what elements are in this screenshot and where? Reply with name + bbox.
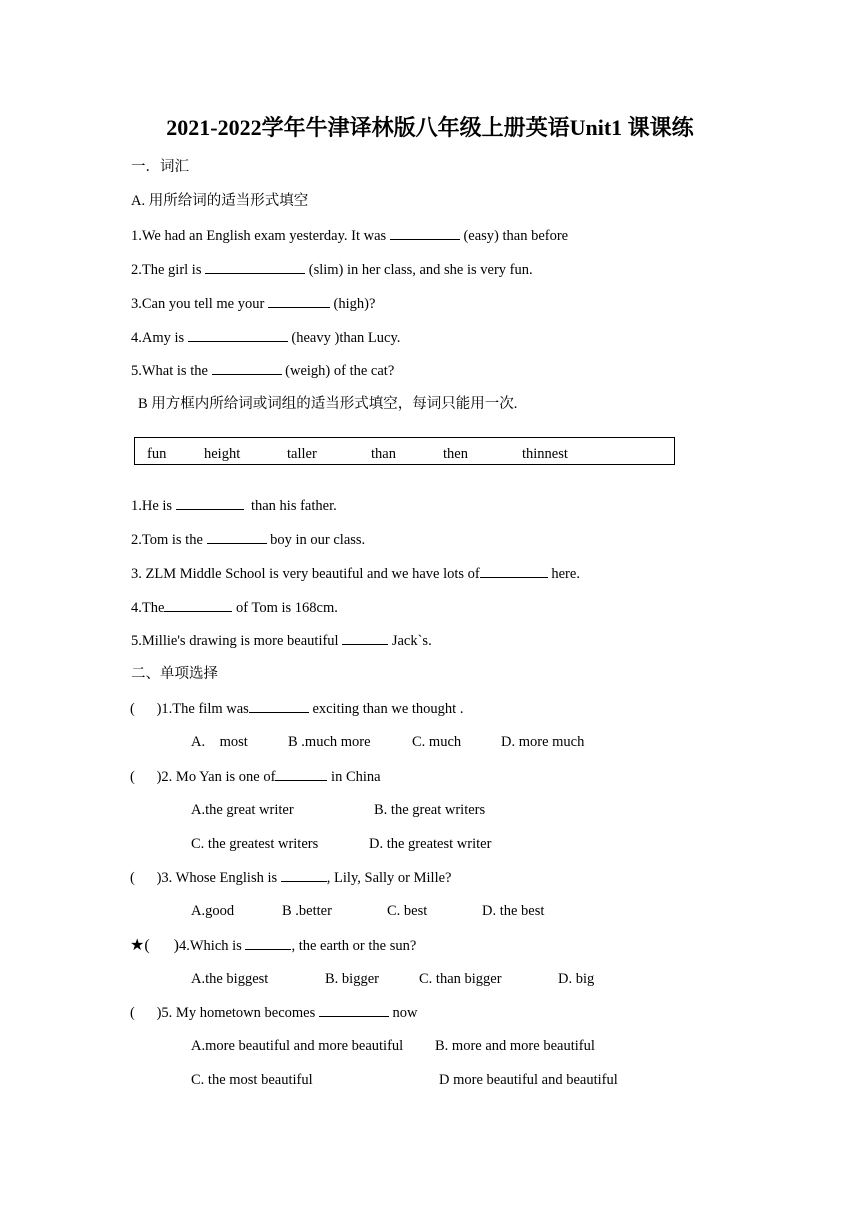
q2-option-c: C. the greatest writers xyxy=(191,836,319,852)
item-text: 2.Tom is the xyxy=(131,532,207,548)
item-text: 4.Amy is xyxy=(131,330,188,346)
question-text: 2. Mo Yan is one of xyxy=(161,769,276,785)
question-2 xyxy=(130,766,381,787)
answer-blank[interactable] xyxy=(176,495,244,510)
partB-item-2 xyxy=(131,529,365,550)
partB-item-5 xyxy=(131,630,432,651)
box-word-fun: fun xyxy=(147,446,167,462)
item-text: 1.He is xyxy=(131,498,176,514)
answer-bracket[interactable]: ( ) xyxy=(130,870,162,886)
item-text: (weigh) of the cat? xyxy=(281,363,395,379)
answer-blank[interactable] xyxy=(207,529,267,544)
answer-blank[interactable] xyxy=(188,327,288,342)
answer-blank[interactable] xyxy=(342,630,388,645)
item-text: than his father. xyxy=(243,498,337,514)
partB-item-1 xyxy=(131,495,337,516)
answer-blank[interactable] xyxy=(245,935,291,950)
q4-option-b: B. bigger xyxy=(325,971,379,987)
answer-blank[interactable] xyxy=(164,597,232,612)
item-text: 5.What is the xyxy=(131,363,212,379)
q5-option-a: A.more beautiful and more beautiful xyxy=(191,1038,404,1054)
answer-bracket[interactable]: ( ) xyxy=(130,1005,162,1021)
answer-blank[interactable] xyxy=(268,293,330,308)
question-5 xyxy=(130,1002,418,1023)
question-text: now xyxy=(388,1005,418,1021)
question-text: 5. My hometown becomes xyxy=(161,1005,319,1021)
question-text: 4.Which is xyxy=(179,938,246,954)
item-text: (high)? xyxy=(329,296,376,312)
answer-blank[interactable] xyxy=(390,225,460,240)
item-text: 5.Millie's drawing is more beautiful xyxy=(131,633,343,649)
answer-bracket[interactable]: ( ) xyxy=(130,701,162,717)
q5-option-b: B. more and more beautiful xyxy=(435,1038,595,1054)
q1-option-b: B .much more xyxy=(288,734,371,750)
box-word-taller: taller xyxy=(287,446,317,462)
q4-option-c: C. than bigger xyxy=(419,971,502,987)
answer-blank[interactable] xyxy=(205,259,305,274)
item-text: boy in our class. xyxy=(266,532,366,548)
answer-blank[interactable] xyxy=(212,360,282,375)
question-4 xyxy=(130,935,416,956)
q3-option-a: A.good xyxy=(191,903,235,919)
answer-bracket[interactable]: ( ) xyxy=(130,769,162,785)
q4-option-d: D. big xyxy=(558,971,595,987)
item-text: here. xyxy=(547,566,580,582)
partA-item-2 xyxy=(131,259,533,280)
partA-heading: A. 用所给词的适当形式填空 xyxy=(131,193,309,209)
q2-option-a: A.the great writer xyxy=(191,802,294,818)
question-text: 3. Whose English is xyxy=(161,870,281,886)
question-1 xyxy=(130,698,463,719)
box-word-height: height xyxy=(204,446,241,462)
page-title: 2021-2022学年牛津译林版八年级上册英语Unit1 课课练 xyxy=(166,115,694,140)
q5-option-d: D more beautiful and beautiful xyxy=(439,1072,618,1088)
answer-blank[interactable] xyxy=(275,766,327,781)
question-text: 1.The film was xyxy=(161,701,249,717)
item-text: 1.We had an English exam yesterday. It was xyxy=(131,228,390,244)
question-3 xyxy=(130,867,452,888)
q3-option-d: D. the best xyxy=(482,903,545,919)
item-text: 3.Can you tell me your xyxy=(131,296,268,312)
section2-heading: 二、单项选择 xyxy=(131,666,218,682)
item-text: (slim) in her class, and she is very fun. xyxy=(305,262,533,278)
q2-option-d: D. the greatest writer xyxy=(369,836,492,852)
q4-option-a: A.the biggest xyxy=(191,971,269,987)
question-text: , the earth or the sun? xyxy=(291,938,417,954)
partB-item-4 xyxy=(131,597,338,618)
q3-option-c: C. best xyxy=(387,903,428,919)
box-word-than: than xyxy=(371,446,396,462)
q1-option-c: C. much xyxy=(412,734,462,750)
answer-blank[interactable] xyxy=(480,563,548,578)
section1-heading: 一．词汇 xyxy=(131,159,189,175)
partA-item-3 xyxy=(131,293,375,314)
item-text: 2.The girl is xyxy=(131,262,206,278)
partA-item-4 xyxy=(131,327,400,348)
answer-blank[interactable] xyxy=(319,1002,389,1017)
question-text: in China xyxy=(327,769,381,785)
q1-option-d: D. more much xyxy=(501,734,585,750)
partB-item-3 xyxy=(131,563,580,584)
q2-option-b: B. the great writers xyxy=(374,802,486,818)
q3-option-b: B .better xyxy=(282,903,332,919)
box-word-then: then xyxy=(443,446,468,462)
item-text: (easy) than before xyxy=(459,228,569,244)
answer-bracket[interactable]: ★( ) xyxy=(130,937,179,954)
box-word-thinnest: thinnest xyxy=(522,446,568,462)
question-text: exciting than we thought . xyxy=(308,701,464,717)
word-box xyxy=(134,437,675,465)
item-text: (heavy )than Lucy. xyxy=(287,330,401,346)
question-text: , Lily, Sally or Mille? xyxy=(326,870,452,886)
item-text: 4.The xyxy=(131,600,165,616)
partA-item-5 xyxy=(131,360,394,381)
item-text: 3. ZLM Middle School is very beautiful and we have lots of xyxy=(131,566,480,582)
partB-heading: B 用方框内所给词或词组的适当形式填空，每词只能用一次. xyxy=(138,396,518,412)
q5-option-c: C. the most beautiful xyxy=(191,1072,313,1088)
answer-blank[interactable] xyxy=(281,867,327,882)
item-text: of Tom is 168cm. xyxy=(232,600,338,616)
answer-blank[interactable] xyxy=(249,698,309,713)
q1-option-a: A. most xyxy=(191,734,248,750)
item-text: Jack`s. xyxy=(388,633,432,649)
partA-item-1 xyxy=(131,225,568,246)
